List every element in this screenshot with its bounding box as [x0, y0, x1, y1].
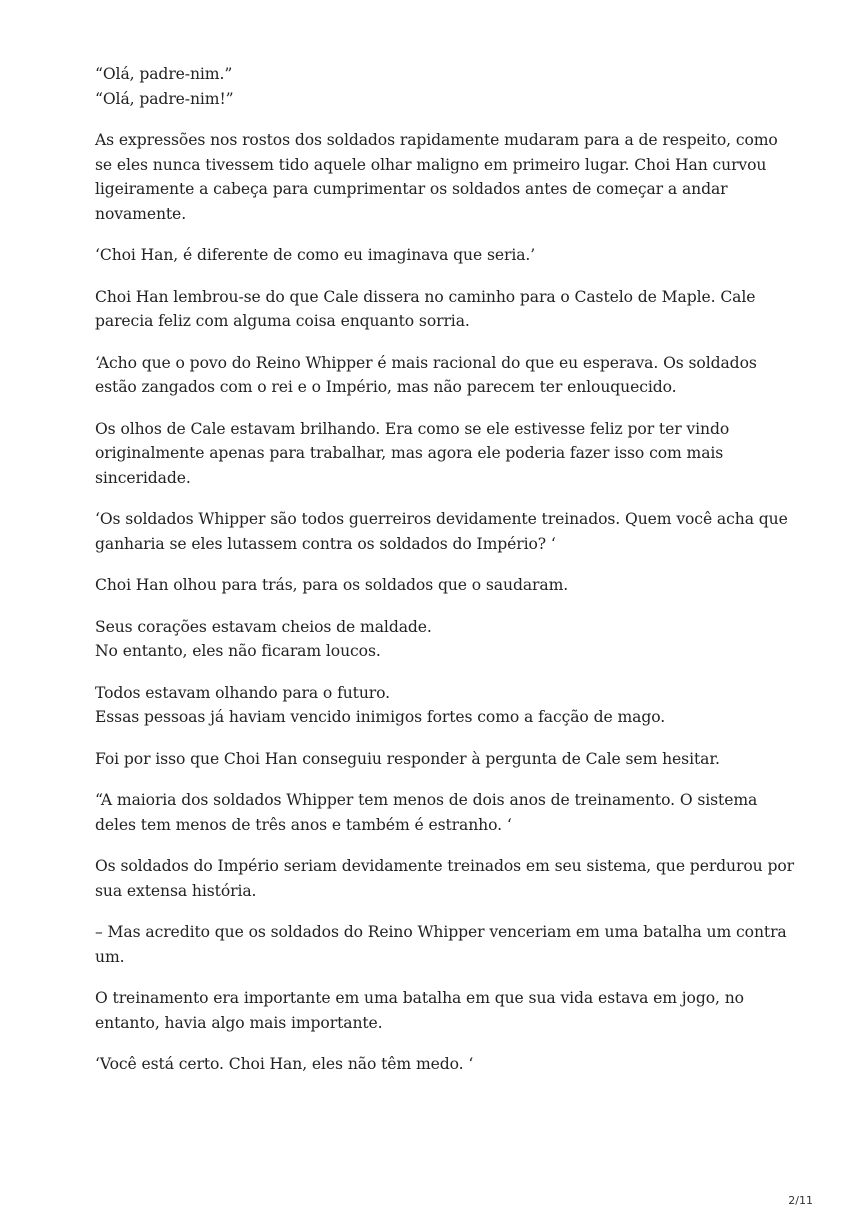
paragraph-looked-back: Choi Han olhou para trás, para os soldados que o saudaram.: [95, 576, 569, 594]
paragraph-no-fear: ‘Você está certo. Choi Han, eles não têm medo. ‘: [95, 1055, 474, 1073]
document-body: [95, 62, 795, 1094]
paragraph-one-on-one: – Mas acredito que os soldados do Reino Whipper venceriam em uma batalha um contra um.: [95, 923, 787, 966]
paragraph-training-years: “A maioria dos soldados Whipper tem menos de dois anos de treinamento. O sistema deles tem menos de três anos e também é estranho. ‘: [95, 791, 758, 834]
paragraph-training-important: O treinamento era importante em uma batalha em que sua vida estava em jogo, no entanto, havia algo mais importante.: [95, 989, 744, 1032]
paragraph-looking-future: Todos estavam olhando para o futuro. Essas pessoas já haviam vencido inimigos fortes como a facção de mago.: [95, 683, 666, 726]
paragraph-cale-remembered: Choi Han lembrou-se do que Cale dissera no caminho para o Castelo de Maple. Cale parecia feliz com alguma coisa enquanto sorria.: [95, 287, 756, 330]
paragraph-answer-without-hesitation: Foi por isso que Choi Han conseguiu responder à pergunta de Cale sem hesitar.: [95, 749, 720, 768]
page-number: 2/11: [788, 1194, 813, 1207]
paragraph-greeting: “Olá, padre-nim.” “Olá, padre-nim!”: [95, 65, 234, 108]
paragraph-empire-trained: Os soldados do Império seriam devidamente treinados em seu sistema, que perdurou por sua extensa história.: [95, 857, 794, 900]
paragraph-soldiers-respect: As expressões nos rostos dos soldados rapidamente mudaram para a de respeito, como se eles nunca tivessem tido aquele olhar maligno em primeiro lugar. Choi Han curvou ligeiramente a cabeça para cumprimentar os soldados antes de começar a andar novamente.: [95, 131, 778, 223]
paragraph-cale-eyes: Os olhos de Cale estavam brilhando. Era como se ele estivesse feliz por ter vindo originalmente apenas para trabalhar, mas agora ele poderia fazer isso com mais sinceridade.: [95, 419, 730, 487]
paragraph-hearts-malice: Seus corações estavam cheios de maldade. No entanto, eles não ficaram loucos.: [95, 617, 432, 660]
paragraph-whipper-rational: ‘Acho que o povo do Reino Whipper é mais racional do que eu esperava. Os soldados estão zangados com o rei e o Império, mas não parecem ter enlouquecido.: [95, 353, 757, 396]
paragraph-different-imagined: ‘Choi Han, é diferente de como eu imaginava que seria.’: [95, 246, 536, 264]
paragraph-trained-warriors: ‘Os soldados Whipper são todos guerreiros devidamente treinados. Quem você acha que ganharia se eles lutassem contra os soldados do Império? ‘: [95, 510, 788, 553]
